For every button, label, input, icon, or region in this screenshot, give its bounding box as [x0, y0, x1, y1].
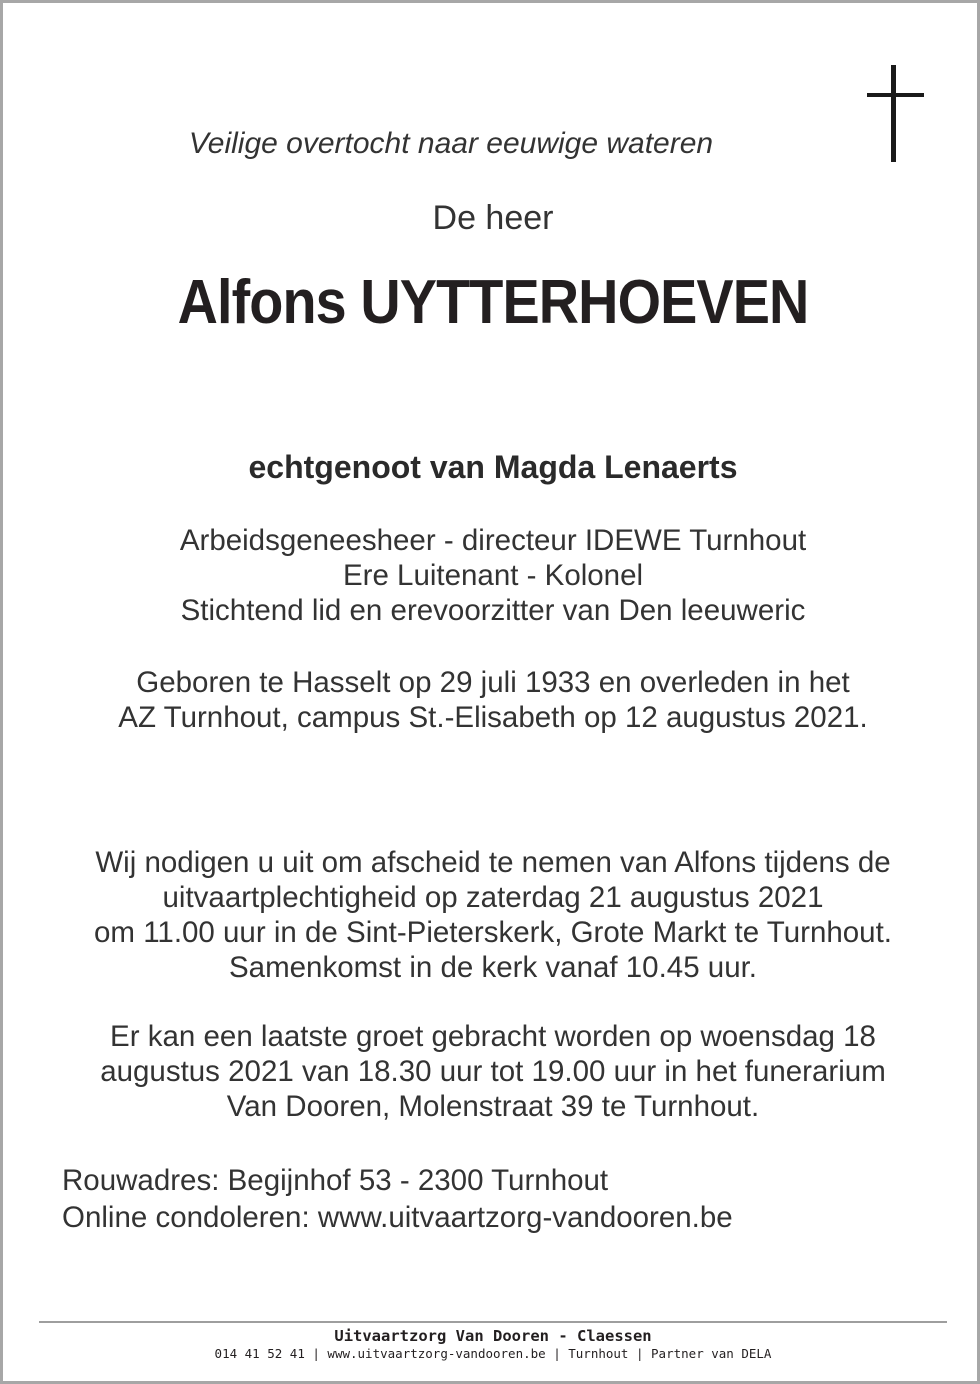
online-condolences: Online condoleren: www.uitvaartzorg-vandooren.be: [62, 1201, 733, 1234]
birth-death-block: [3, 665, 980, 735]
motto: Veilige overtocht naar eeuwige wateren: [188, 127, 714, 160]
honorific: De heer: [432, 199, 554, 237]
title-line: Stichtend lid en erevoorzitter van Den leeuweric: [180, 594, 806, 627]
invitation-line: om 11.00 uur in de Sint-Pieterskerk, Grote Markt te Turnhout.: [94, 916, 892, 949]
invitation-line: uitvaartplechtigheid op zaterdag 21 augustus 2021: [162, 881, 824, 914]
footer-divider: [39, 1321, 947, 1323]
last-greeting-line: augustus 2021 van 18.30 uur tot 19.00 uur in het funerarium: [100, 1055, 886, 1088]
birth-death-line: Geboren te Hasselt op 29 juli 1933 en overleden in het: [136, 666, 850, 699]
mourning-address: Rouwadres: Begijnhof 53 - 2300 Turnhout: [62, 1164, 609, 1197]
funeral-home-info: 014 41 52 41 | www.uitvaartzorg-vandooren.be | Turnhout | Partner van DELA: [214, 1346, 772, 1361]
title-line: Arbeidsgeneesheer - directeur IDEWE Turnhout: [179, 524, 807, 557]
invitation-block: [3, 845, 980, 985]
last-greeting-line: Van Dooren, Molenstraat 39 te Turnhout.: [226, 1090, 760, 1123]
spouse-line: echtgenoot van Magda Lenaerts: [248, 449, 738, 485]
funeral-home-name: Uitvaartzorg Van Dooren - Claessen: [334, 1327, 652, 1345]
last-greeting-line: Er kan een laatste groet gebracht worden op woensdag 18: [110, 1020, 876, 1053]
contact-block: [62, 1162, 733, 1236]
deceased-name: Alfons UYTTERHOEVEN: [177, 268, 809, 337]
birth-death-line: AZ Turnhout, campus St.-Elisabeth op 12 augustus 2021.: [118, 701, 868, 734]
last-greeting-block: [3, 1019, 980, 1124]
title-line: Ere Luitenant - Kolonel: [342, 559, 644, 592]
titles-block: [3, 523, 980, 628]
invitation-line: Wij nodigen u uit om afscheid te nemen van Alfons tijdens de: [95, 846, 891, 879]
invitation-line: Samenkomst in de kerk vanaf 10.45 uur.: [228, 951, 758, 984]
